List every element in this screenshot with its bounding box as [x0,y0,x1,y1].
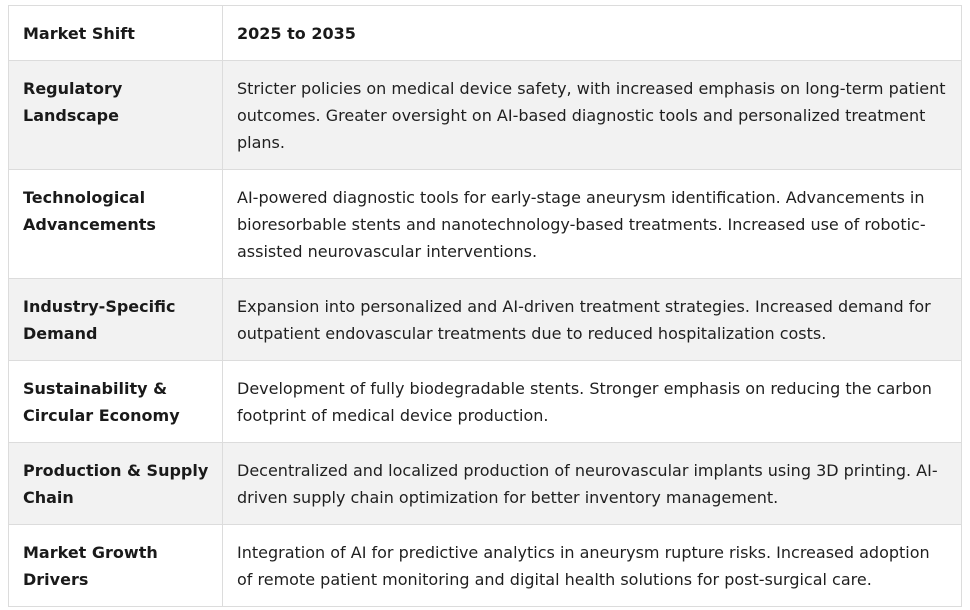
table-header-row [9,6,962,61]
row-description: AI-powered diagnostic tools for early-stage aneurysm identification. Advancements in bioresorbable stents and nanotechnology-based treatments. Increased use of robotic-assisted neurovascular interventions. [223,170,962,279]
table-row [9,361,962,443]
column-header-market-shift: Market Shift [9,6,223,61]
row-description: Expansion into personalized and AI-driven treatment strategies. Increased demand for outpatient endovascular treatments due to reduced hospitalization costs. [223,279,962,361]
table-row [9,61,962,170]
row-description: Decentralized and localized production of neurovascular implants using 3D printing. AI-driven supply chain optimization for better inventory management. [223,443,962,525]
market-shift-table [8,5,962,607]
row-description: Integration of AI for predictive analytics in aneurysm rupture risks. Increased adoption of remote patient monitoring and digital health solutions for post-surgical care. [223,525,962,607]
row-label: Production & Supply Chain [9,443,223,525]
row-label: Technological Advancements [9,170,223,279]
column-header-period: 2025 to 2035 [223,6,962,61]
table-row [9,443,962,525]
row-label: Regulatory Landscape [9,61,223,170]
row-label: Sustainability & Circular Economy [9,361,223,443]
table-row [9,525,962,607]
row-label: Market Growth Drivers [9,525,223,607]
row-label: Industry-Specific Demand [9,279,223,361]
row-description: Stricter policies on medical device safety, with increased emphasis on long-term patient outcomes. Greater oversight on AI-based diagnostic tools and personalized treatment plans. [223,61,962,170]
row-description: Development of fully biodegradable stents. Stronger emphasis on reducing the carbon footprint of medical device production. [223,361,962,443]
table-row [9,170,962,279]
table-row [9,279,962,361]
